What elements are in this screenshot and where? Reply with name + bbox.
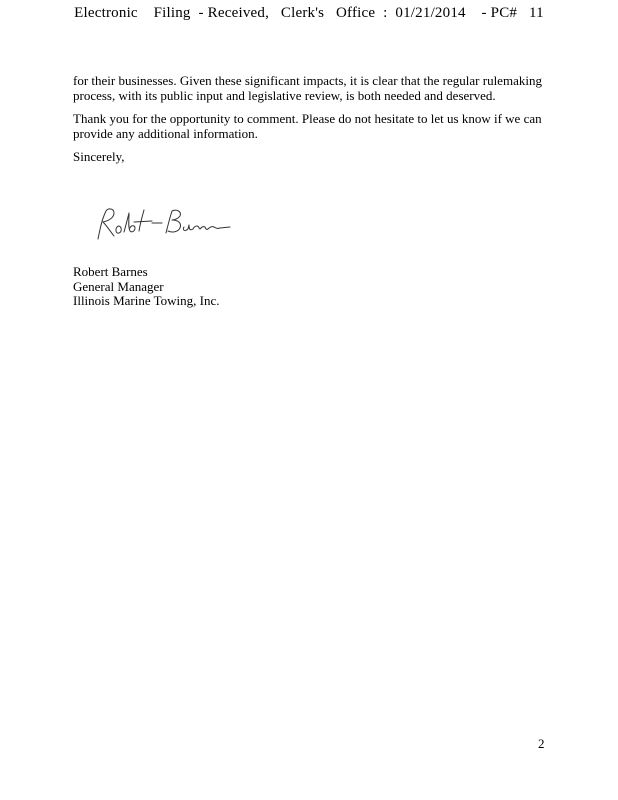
- signatory-name: Robert Barnes: [73, 264, 148, 279]
- signature-drawing: [90, 203, 240, 245]
- letter-closing: Sincerely,: [73, 149, 125, 165]
- signatory-title: General Manager: [73, 278, 164, 294]
- handwritten-signature: [90, 203, 240, 245]
- letter-body: [73, 74, 573, 174]
- signatory-block: [73, 265, 220, 309]
- filing-stamp-header: Electronic Filing - Received, Clerk's Office : 01/21/2014 - PC# 11: [74, 5, 544, 21]
- letter-paragraph-2: Thank you for the opportunity to comment. Please do not hesitate to let us know if we can provide any additional information.: [73, 111, 542, 141]
- letter-paragraph-1: for their businesses. Given these significant impacts, it is clear that the regular rulemaking process, with its public input and legislative review, is both needed and deserved.: [73, 73, 542, 103]
- page-number: 2: [538, 736, 545, 751]
- signatory-company: Illinois Marine Towing, Inc.: [73, 293, 220, 309]
